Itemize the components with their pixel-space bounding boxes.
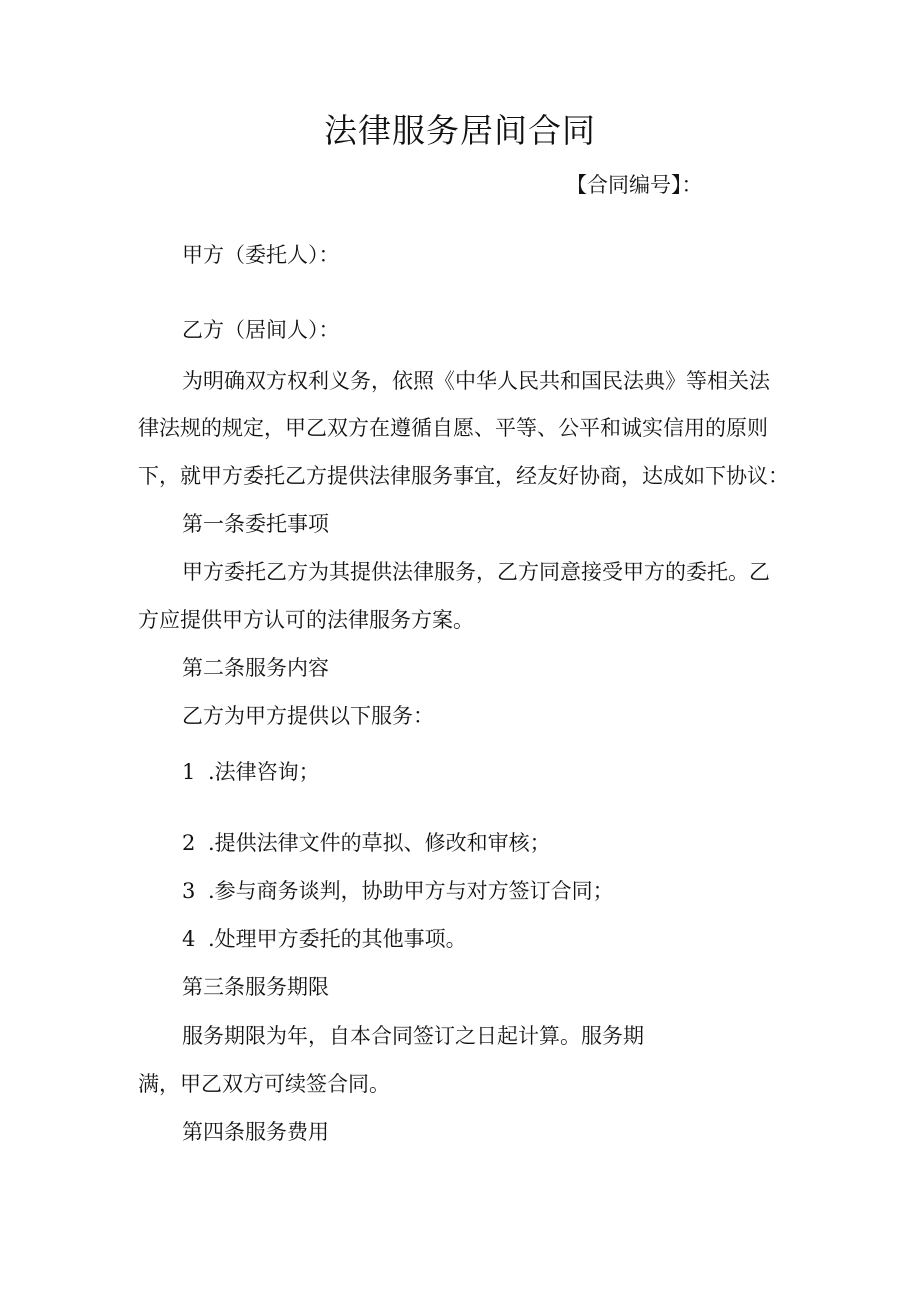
contract-number-label: 【合同编号】： <box>566 173 703 197</box>
party-b-line: 乙方（居间人）： <box>182 318 340 342</box>
service-item-number: 1 <box>182 760 196 784</box>
document-title: 法律服务居间合同 <box>324 111 596 150</box>
service-item-number: 2 <box>182 831 196 855</box>
article-1-line-1: 甲方委托乙方为其提供法律服务，乙方同意接受甲方的委托。乙 <box>182 560 770 584</box>
service-item-text: .提供法律文件的草拟、修改和审核； <box>208 831 551 855</box>
article-1-heading: 第一条委托事项 <box>182 512 329 536</box>
article-2-heading: 第二条服务内容 <box>182 656 329 680</box>
party-a-line: 甲方（委托人）： <box>182 243 340 267</box>
preamble-line-3: 下，就甲方委托乙方提供法律服务事宜，经友好协商，达成如下协议： <box>138 464 789 488</box>
preamble-line-1: 为明确双方权利义务，依照《中华人民共和国民法典》等相关法 <box>182 369 770 393</box>
article-3-heading: 第三条服务期限 <box>182 975 329 999</box>
service-item-text: .参与商务谈判，协助甲方与对方签订合同； <box>208 879 614 903</box>
service-item <box>182 876 614 906</box>
article-3-line-1: 服务期限为年，自本合同签订之日起计算。服务期 <box>182 1024 644 1048</box>
preamble-line-2: 律法规的规定，甲乙双方在遵循自愿、平等、公平和诚实信用的原则 <box>138 416 768 440</box>
article-4-heading: 第四条服务费用 <box>182 1120 329 1144</box>
service-item-number: 4 <box>182 927 196 951</box>
article-2-intro: 乙方为甲方提供以下服务： <box>182 704 434 728</box>
service-item <box>182 924 467 954</box>
service-item <box>182 828 551 858</box>
article-1-line-2: 方应提供甲方认可的法律服务方案。 <box>138 608 474 632</box>
service-item-number: 3 <box>182 879 196 903</box>
service-item-text: .处理甲方委托的其他事项。 <box>208 927 467 951</box>
article-3-line-2: 满，甲乙双方可续签合同。 <box>138 1072 390 1096</box>
service-item <box>182 757 320 787</box>
service-item-text: .法律咨询； <box>208 760 320 784</box>
